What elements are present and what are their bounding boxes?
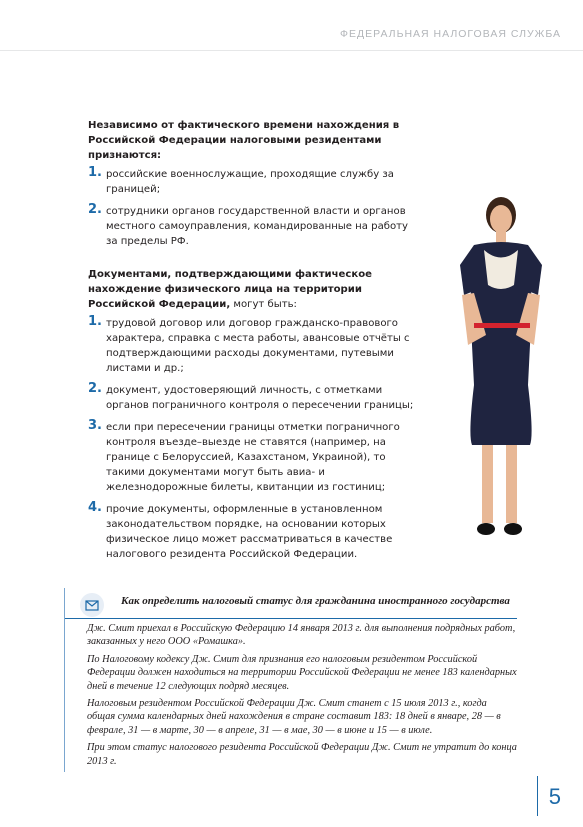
list-number: 2.	[88, 202, 102, 217]
right-sleeve	[528, 245, 542, 295]
page-number-divider	[537, 776, 538, 816]
list-number: 2.	[88, 381, 102, 396]
example-paragraph: По Налоговому кодексу Дж. Смит для признания его налоговым резидентом Российской Федерации должен находиться на территории Российской Федерации не менее 183 календарных дней в течение 12 следующих подряд месяцев.	[87, 653, 517, 692]
right-shoe	[504, 523, 522, 535]
face-shape	[490, 205, 512, 233]
example-title: Как определить налоговый статус для гражданина иностранного государства	[121, 595, 510, 607]
list-item	[88, 316, 418, 376]
list-item-text: сотрудники органов государственной власти и органов местного самоуправления, командированные на работу за пределы РФ.	[106, 206, 409, 247]
red-belt	[474, 323, 530, 328]
envelope-icon-graphic	[80, 593, 104, 617]
list-item	[88, 383, 418, 413]
list-item-text: российские военнослужащие, проходящие службу за границей;	[106, 169, 394, 195]
header-label: ФЕДЕРАЛЬНАЯ НАЛОГОВАЯ СЛУЖБА	[340, 28, 561, 40]
neck-shape	[496, 231, 506, 243]
woman-figure-illustration	[444, 195, 554, 545]
list-number: 1.	[88, 165, 102, 180]
section1-lead: Независимо от фактического времени нахождения в Российской Федерации налоговыми резидентами признаются:	[88, 120, 400, 161]
example-paragraph: Налоговым резидентом Российской Федерации Дж. Смит станет с 15 июля 2013 г., когда общая сумма календарных дней нахождения в стране составит 183: 18 дней в январе, 28 — в феврале, 31 — в марте, 30 — в апреле, 31 — в мае, 30 — в июне и 15 — в июле.	[87, 698, 501, 736]
left-shoe	[477, 523, 495, 535]
header-divider	[0, 50, 583, 51]
section1-list	[88, 167, 418, 249]
page-number: 5	[548, 784, 561, 809]
section2-list	[88, 316, 418, 562]
list-item-text: прочие документы, оформленные в установленном законодательством порядке, на основании которых физическое лицо может рассматриваться в качестве налогового резидента Российской Федерации.	[106, 504, 393, 560]
list-item	[88, 420, 418, 495]
list-item-text: если при пересечении границы отметки пограничного контроля въезде–выезде не ставятся (например, на границе с Белоруссией, Казахстаном, Украиной), то такими документами могут быть авиа- и железнодорожные билеты, квитанции из гостиниц;	[106, 422, 400, 493]
list-number: 1.	[88, 314, 102, 329]
section2-lead	[88, 267, 418, 312]
left-leg	[482, 445, 493, 523]
example-header	[65, 588, 517, 619]
example-paragraph: При этом статус налогового резидента Российской Федерации Дж. Смит не утратит до конца 2013 г.	[87, 742, 517, 767]
list-item	[88, 204, 418, 249]
section2-lead-normal: могут быть:	[230, 299, 297, 310]
list-number: 4.	[88, 500, 102, 515]
example-paragraph: Дж. Смит приехал в Российскую Федерацию 14 января 2013 г. для выполнения подрядных работ, заказанных у него ООО «Ромашка».	[87, 623, 516, 648]
list-item-text: трудовой договор или договор гражданско-правового характера, справка с места работы, авансовые отчёты с подтверждающими расходы документами, путевыми листами и др.;	[106, 318, 410, 374]
list-item	[88, 502, 418, 562]
list-number: 3.	[88, 418, 102, 433]
section2-lead-bold: Документами, подтверждающими фактическое нахождение физического лица на территории Российской Федерации,	[88, 269, 373, 310]
envelope-icon	[80, 593, 104, 617]
right-leg	[506, 445, 517, 523]
main-content	[88, 118, 418, 580]
list-item	[88, 167, 418, 197]
list-item-text: документ, удостоверяющий личность, с отметками органов пограничного контроля о пересечении границы;	[106, 385, 414, 411]
example-box	[64, 588, 517, 772]
left-sleeve	[460, 245, 474, 295]
